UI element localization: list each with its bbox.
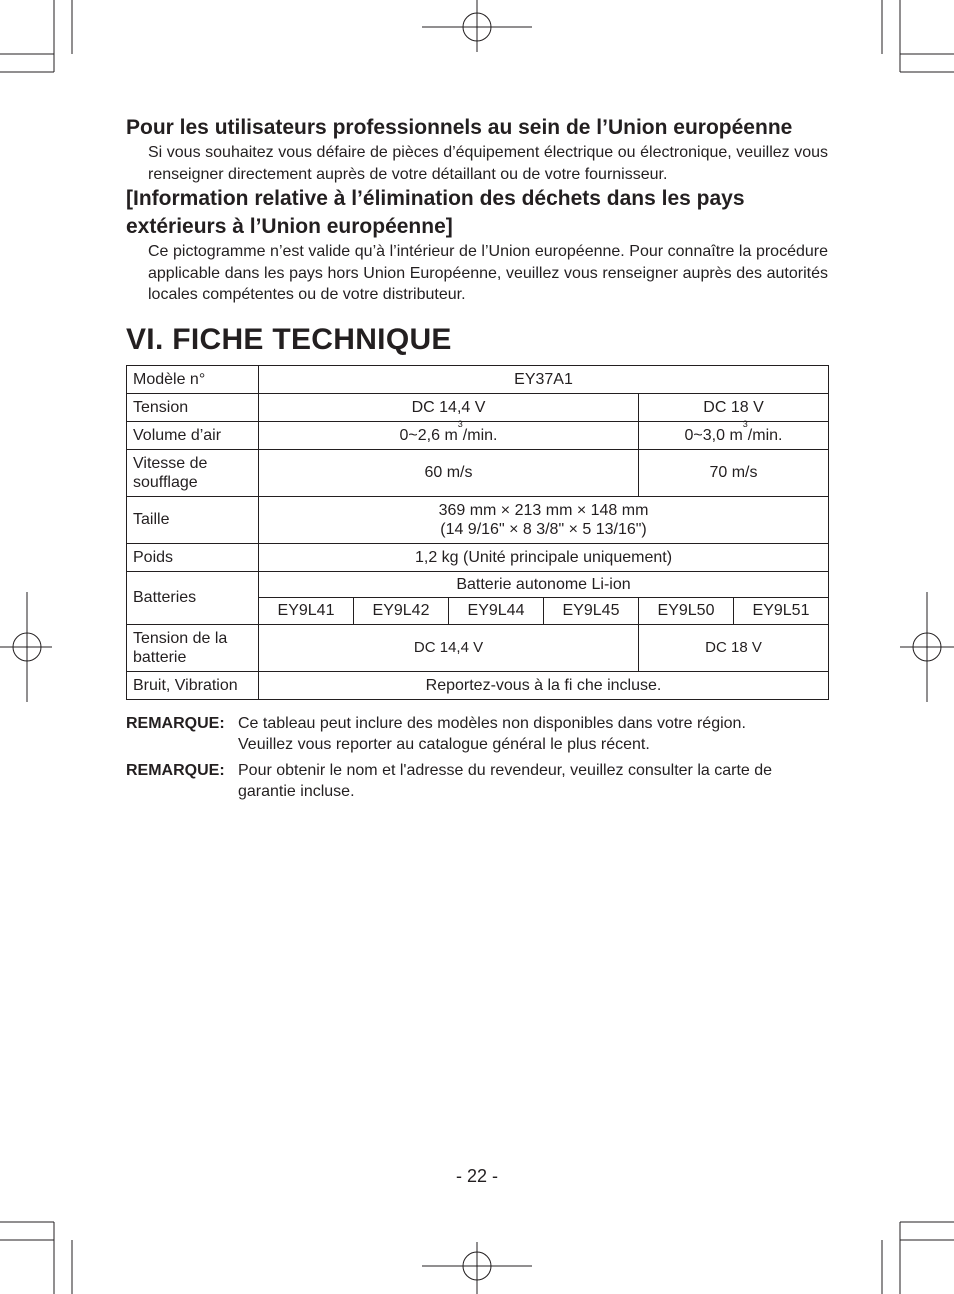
size-value	[259, 496, 829, 543]
battery-tension-label	[127, 624, 259, 671]
battery-tension-label-line2: batterie	[133, 648, 187, 666]
non-eu-heading-line2: extérieurs à l’Union européenne]	[126, 215, 453, 238]
battery-model: EY9L42	[354, 597, 449, 624]
non-eu-disposal-text: Ce pictogramme n’est valide qu’à l’intérieur de l’Union européenne. Pour connaître la procédure applicable dans les pays hors Union Européenne, veuillez vous renseigner auprès des autorités locales compétentes ou de votre distributeur.	[148, 243, 828, 303]
remark-line: Ce tableau peut inclure des modèles non disponibles dans votre région.	[238, 714, 746, 732]
air-volume-14v-value: 0~2,6 m	[399, 426, 458, 444]
air-volume-14v-unit: /min.	[462, 426, 498, 444]
battery-type: Batterie autonome Li-ion	[259, 571, 829, 597]
air-speed-label-line1: Vitesse de	[133, 454, 208, 472]
battery-model: EY9L45	[544, 597, 639, 624]
remark-line: garantie incluse.	[238, 783, 355, 800]
table-row	[127, 671, 829, 699]
table-row	[127, 365, 829, 393]
page-content	[126, 114, 828, 807]
noise-vibration-label: Bruit, Vibration	[127, 671, 259, 699]
model-value: EY37A1	[259, 365, 829, 393]
battery-tension-18v: DC 18 V	[639, 624, 829, 671]
cubic-exponent: 3	[742, 418, 748, 429]
spec-table	[126, 365, 829, 700]
non-eu-disposal-heading	[126, 185, 828, 241]
tension-18v: DC 18 V	[639, 393, 829, 421]
weight-label: Poids	[127, 543, 259, 571]
size-metric: 369 mm × 213 mm × 148 mm	[438, 501, 649, 519]
eu-professional-heading: Pour les utilisateurs professionnels au sein de l’Union européenne	[126, 116, 793, 139]
size-imperial: (14 9/16" × 8 3/8" × 5 13/16")	[440, 520, 647, 538]
model-label: Modèle n°	[127, 365, 259, 393]
air-speed-label	[127, 449, 259, 496]
table-row	[127, 496, 829, 543]
table-row	[127, 393, 829, 421]
page-number: - 22 -	[455, 1166, 498, 1186]
table-row	[127, 543, 829, 571]
air-speed-18v: 70 m/s	[639, 449, 829, 496]
remark-text	[238, 713, 828, 756]
battery-model: EY9L44	[449, 597, 544, 624]
battery-tension-label-line1: Tension de la	[133, 629, 228, 647]
table-row	[127, 449, 829, 496]
remark-label: REMARQUE:	[126, 714, 225, 732]
battery-model: EY9L50	[639, 597, 734, 624]
tension-14v: DC 14,4 V	[259, 393, 639, 421]
non-eu-heading-line1: [Information relative à l’élimination des déchets dans les pays	[126, 187, 745, 210]
table-row	[127, 421, 829, 449]
remark-label: REMARQUE:	[126, 761, 225, 779]
remark-item	[126, 713, 828, 756]
remark-line: Pour obtenir le nom et l'adresse du revendeur, veuillez consulter la carte de	[238, 761, 773, 779]
remark-text	[238, 760, 828, 803]
remarks	[126, 713, 828, 803]
air-volume-18v-value: 0~3,0 m	[684, 426, 743, 444]
cubic-exponent: 3	[457, 418, 463, 429]
batteries-label: Batteries	[127, 571, 259, 624]
noise-vibration-value: Reportez-vous à la fi che incluse.	[259, 671, 829, 699]
battery-model: EY9L41	[259, 597, 354, 624]
air-volume-18v	[639, 418, 829, 449]
size-label: Taille	[127, 496, 259, 543]
weight-value: 1,2 kg (Unité principale uniquement)	[259, 543, 829, 571]
table-row	[127, 624, 829, 671]
remark-item	[126, 760, 828, 803]
remark-line: Veuillez vous reporter au catalogue général le plus récent.	[238, 736, 650, 753]
tension-label: Tension	[127, 393, 259, 421]
air-volume-14v	[259, 418, 639, 449]
spec-sheet-title: VI. FICHE TECHNIQUE	[126, 322, 452, 356]
air-volume-label: Volume d’air	[127, 421, 259, 449]
table-row	[127, 571, 829, 597]
battery-tension-14v: DC 14,4 V	[259, 624, 639, 671]
air-volume-18v-unit: /min.	[747, 426, 783, 444]
battery-model: EY9L51	[734, 597, 829, 624]
air-speed-14v: 60 m/s	[259, 449, 639, 496]
air-speed-label-line2: soufflage	[133, 473, 198, 491]
eu-professional-text: Si vous souhaitez vous défaire de pièces d’équipement électrique ou électronique, veuillez vous renseigner directement auprès de votre détaillant ou de votre fournisseur.	[148, 144, 828, 183]
